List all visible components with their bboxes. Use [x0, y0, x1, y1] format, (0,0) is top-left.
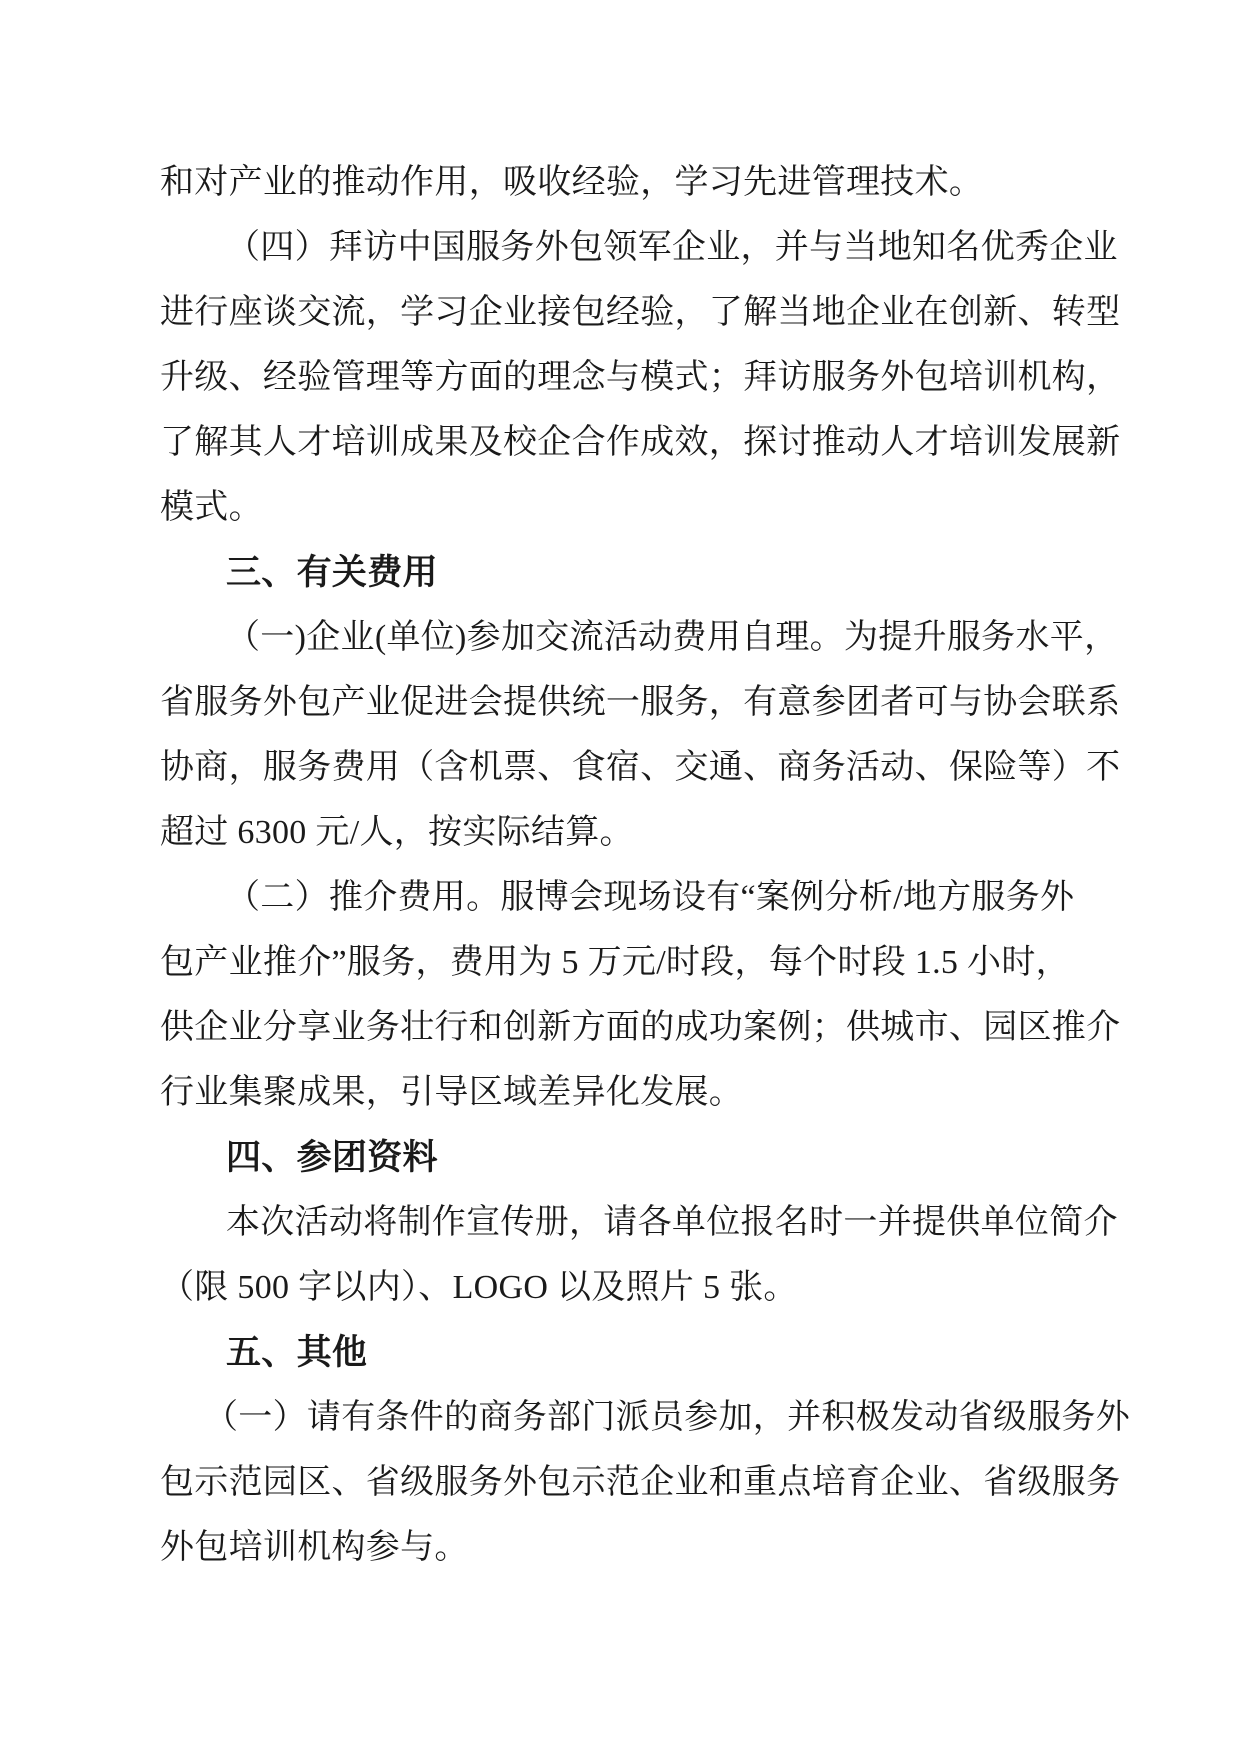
paragraph-line: 行业集聚成果，引导区域差异化发展。	[160, 1074, 744, 1111]
paragraph-line: 包产业推介”服务，费用为 5 万元/时段，每个时段 1.5 小时，	[160, 944, 1070, 981]
paragraph-line: 供企业分享业务壮行和创新方面的成功案例；供城市、园区推介	[160, 1009, 1121, 1046]
paragraph-line: 超过 6300 元/人，按实际结算。	[160, 814, 634, 851]
paragraph-line: 省服务外包产业促进会提供统一服务，有意参团者可与协会联系	[160, 684, 1121, 721]
paragraph-line: （一)企业(单位)参加交流活动费用自理。为提升服务水平，	[226, 619, 1119, 656]
heading-section-4-materials: 四、参团资料	[226, 1138, 438, 1177]
paragraph-line: （二）推介费用。服博会现场设有“案例分析/地方服务外	[226, 879, 1075, 916]
paragraph-line: 本次活动将制作宣传册，请各单位报名时一并提供单位简介	[226, 1204, 1118, 1241]
paragraph-line: 包示范园区、省级服务外包示范企业和重点培育企业、省级服务	[160, 1464, 1121, 1501]
paragraph-line: 进行座谈交流，学习企业接包经验，了解当地企业在创新、转型	[160, 294, 1121, 331]
paragraph-line: 协商，服务费用（含机票、食宿、交通、商务活动、保险等）不	[160, 749, 1121, 786]
paragraph-line: 模式。	[160, 489, 263, 526]
paragraph-line: 了解其人才培训成果及校企合作成效，探讨推动人才培训发展新	[160, 424, 1121, 461]
paragraph-line: 外包培训机构参与。	[160, 1529, 469, 1566]
heading-section-5-others: 五、其他	[226, 1333, 368, 1372]
paragraph-line: 升级、经验管理等方面的理念与模式；拜访服务外包培训机构，	[160, 359, 1121, 396]
paragraph-line: （限 500 字以内）、LOGO 以及照片 5 张。	[160, 1269, 798, 1306]
paragraph-line: （一）请有条件的商务部门派员参加，并积极发动省级服务外	[204, 1399, 1131, 1436]
paragraph-line: 和对产业的推动作用，吸收经验，学习先进管理技术。	[160, 164, 984, 201]
paragraph-line: （四）拜访中国服务外包领军企业，并与当地知名优秀企业	[226, 229, 1118, 266]
heading-section-3-fees: 三、有关费用	[226, 553, 438, 592]
